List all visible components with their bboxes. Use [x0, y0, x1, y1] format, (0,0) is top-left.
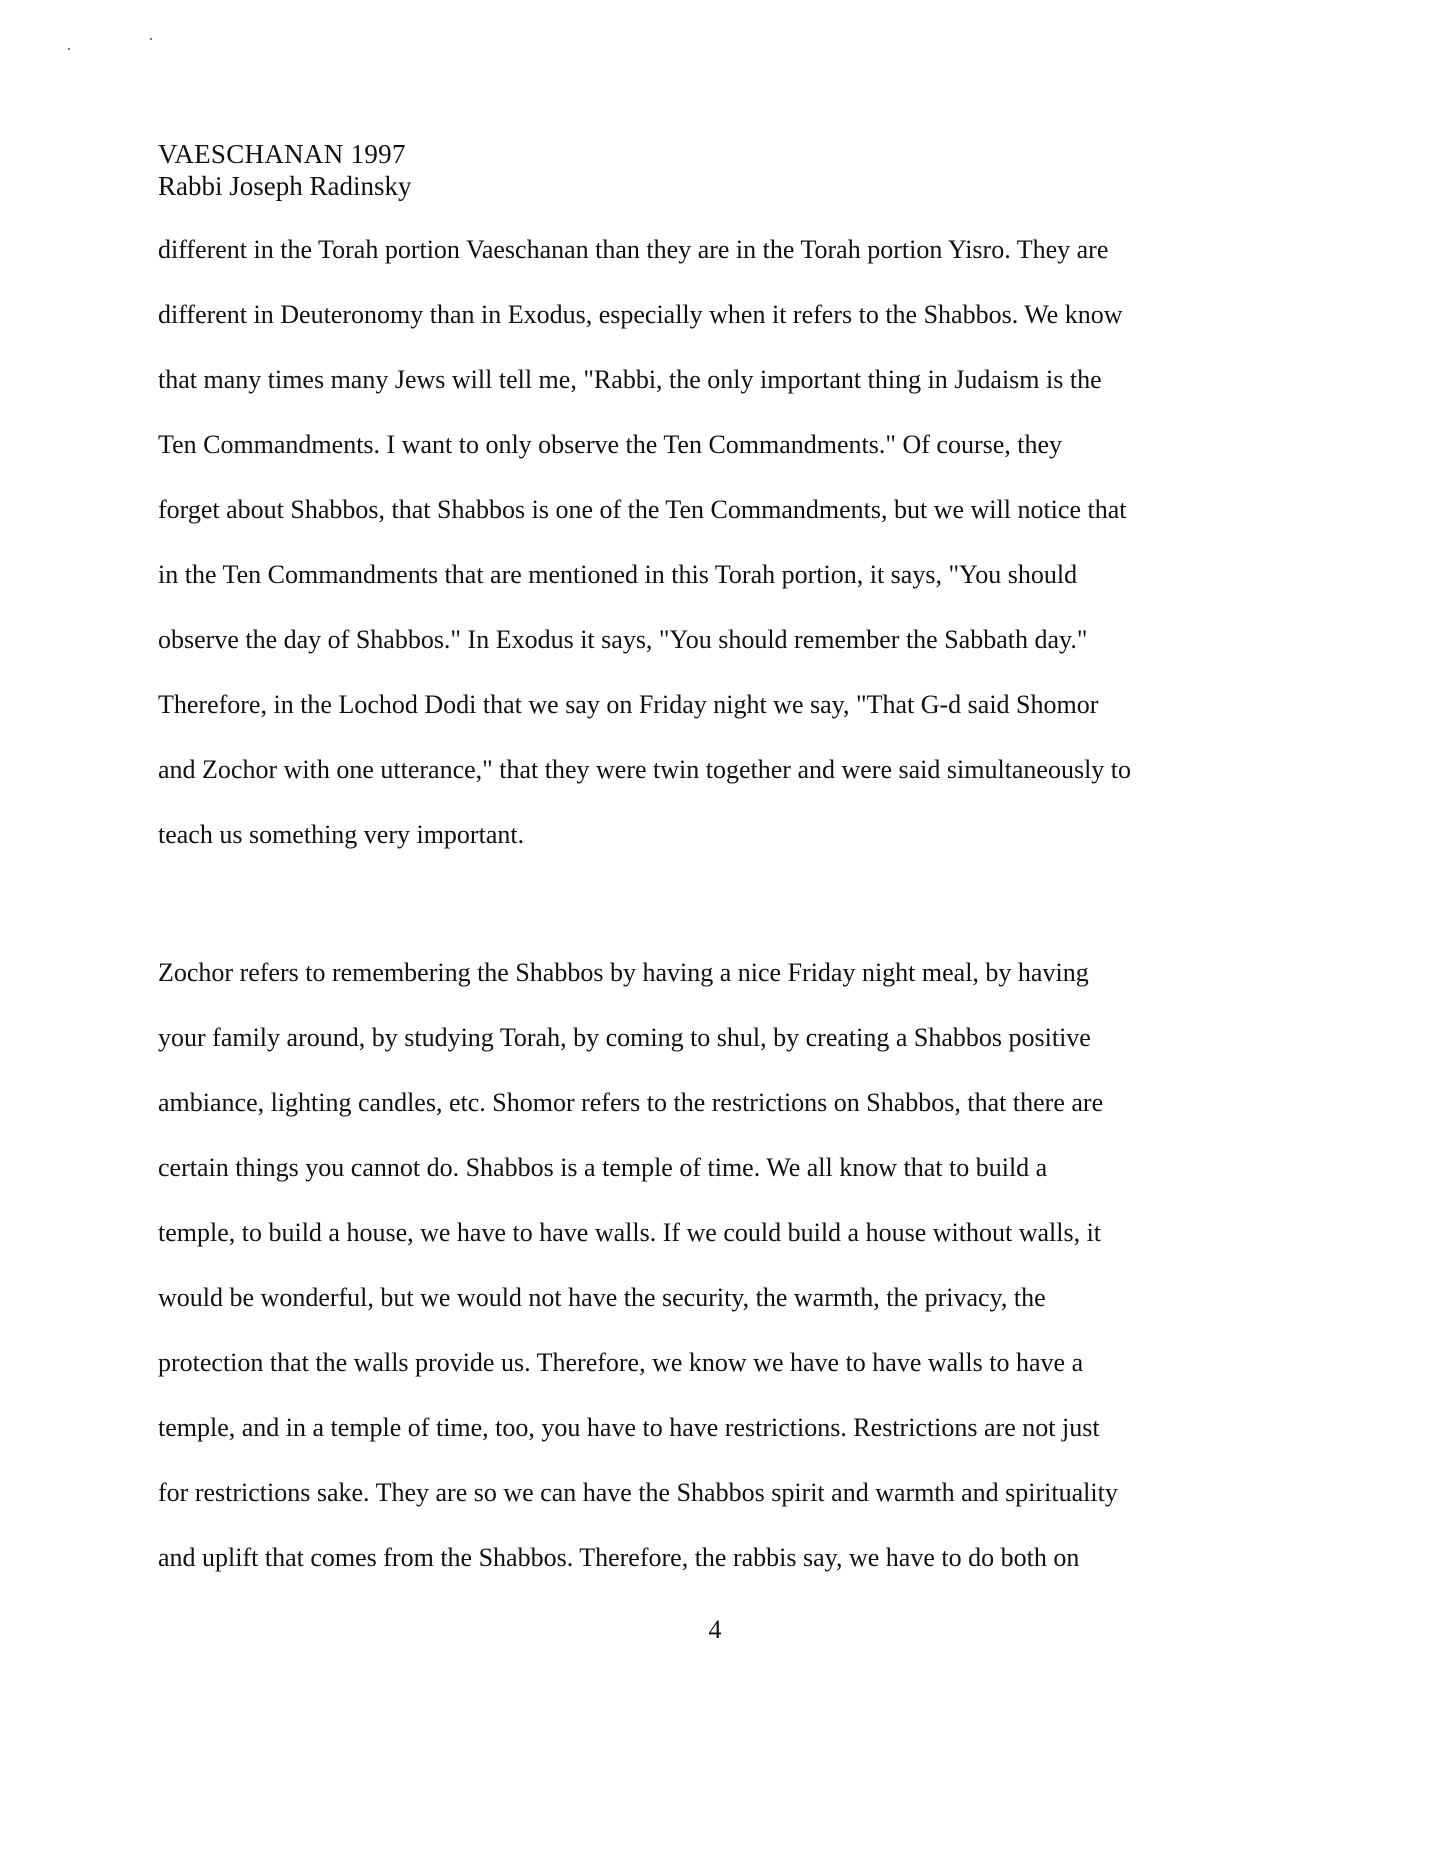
text-line: Ten Commandments. I want to only observe the Ten Commandments." Of course, they [158, 430, 1063, 459]
text-line: your family around, by studying Torah, by coming to shul, by creating a Shabbos positive [158, 1023, 1091, 1052]
text-line: and uplift that comes from the Shabbos. Therefore, the rabbis say, we have to do both on [158, 1543, 1080, 1572]
document-title: VAESCHANAN 1997 [158, 139, 406, 169]
text-line: different in the Torah portion Vaeschanan than they are in the Torah portion Yisro. They are [158, 235, 1109, 264]
text-line: in the Ten Commandments that are mentioned in this Torah portion, it says, "You should [158, 560, 1078, 589]
text-line: ambiance, lighting candles, etc. Shomor refers to the restrictions on Shabbos, that there are [158, 1088, 1104, 1117]
text-line: temple, and in a temple of time, too, you have to have restrictions. Restrictions are not just [158, 1413, 1100, 1442]
paragraph-2 [158, 940, 1298, 1590]
text-line: different in Deuteronomy than in Exodus, especially when it refers to the Shabbos. We know [158, 300, 1123, 329]
text-line: protection that the walls provide us. Therefore, we know we have to have walls to have a [158, 1348, 1084, 1377]
text-line: and Zochor with one utterance," that they were twin together and were said simultaneously to [158, 755, 1132, 784]
scan-speck [68, 48, 70, 50]
text-line: certain things you cannot do. Shabbos is a temple of time. We all know that to build a [158, 1153, 1048, 1182]
text-line: observe the day of Shabbos." In Exodus it says, "You should remember the Sabbath day." [158, 625, 1088, 654]
text-line: Zochor refers to remembering the Shabbos by having a nice Friday night meal, by having [158, 958, 1089, 987]
text-line: teach us something very important. [158, 820, 525, 849]
document-author: Rabbi Joseph Radinsky [158, 171, 412, 201]
text-line: forget about Shabbos, that Shabbos is one of the Ten Commandments, but we will notice that [158, 495, 1127, 524]
document-header [158, 138, 412, 202]
text-line: Therefore, in the Lochod Dodi that we say on Friday night we say, "That G-d said Shomor [158, 690, 1099, 719]
paragraph-1 [158, 217, 1298, 867]
page-number: 4 [708, 1615, 722, 1644]
text-line: that many times many Jews will tell me, "Rabbi, the only important thing in Judaism is the [158, 365, 1102, 394]
scan-speck [150, 38, 152, 40]
text-line: for restrictions sake. They are so we can have the Shabbos spirit and warmth and spirituality [158, 1478, 1118, 1507]
text-line: would be wonderful, but we would not have the security, the warmth, the privacy, the [158, 1283, 1046, 1312]
text-line: temple, to build a house, we have to have walls. If we could build a house without walls, it [158, 1218, 1102, 1247]
